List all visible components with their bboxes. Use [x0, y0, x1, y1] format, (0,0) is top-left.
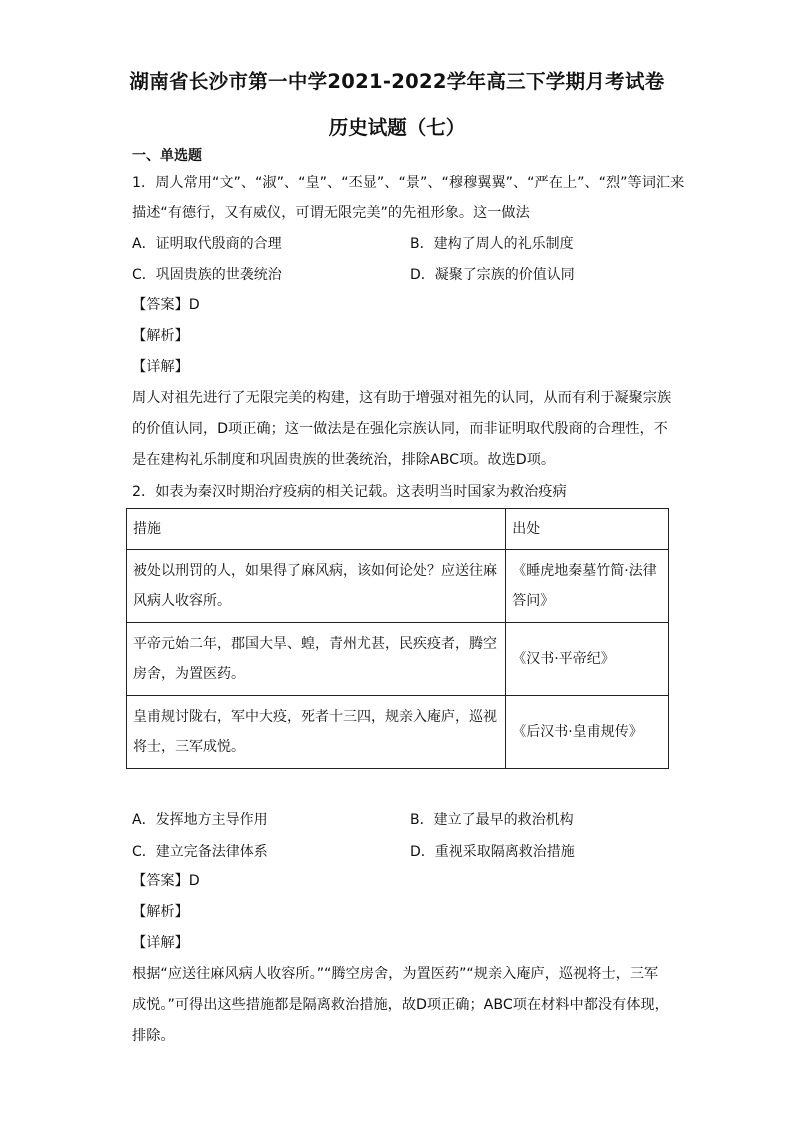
exam-subtitle: 历史试题（七）	[328, 116, 466, 139]
table-cell-measure	[127, 550, 506, 623]
cell-line: 房舍，为置医药。	[133, 666, 245, 682]
table-row	[127, 550, 669, 623]
cell-line: 风病人收容所。	[133, 593, 231, 609]
q2-analysis-label: 【解析】	[132, 904, 189, 920]
section-heading: 一、单选题	[132, 148, 202, 164]
q2-explain-line: 排除。	[132, 1028, 175, 1044]
table-cell-source	[506, 696, 669, 769]
cell-line: 《后汉书·皇甫规传》	[512, 724, 643, 740]
cell-line: 平帝元始二年，郡国大旱、蝗，青州尤甚，民疾疫者，腾空	[133, 636, 497, 652]
q1-option-d: D．凝聚了宗族的价值认同	[410, 267, 575, 283]
q1-option-c: C．巩固贵族的世袭统治	[132, 267, 282, 283]
q1-answer: 【答案】D	[132, 297, 200, 313]
q1-explain-line: 周人对祖先进行了无限完美的构建，这有助于增强对祖先的认同，从而有利于凝聚宗族	[132, 390, 672, 406]
q2-option-c: C．建立完备法律体系	[132, 844, 268, 860]
table-header-source: 出处	[506, 509, 669, 550]
q1-option-a: A．证明取代殷商的合理	[132, 236, 282, 252]
q1-option-b: B．建构了周人的礼乐制度	[410, 236, 574, 252]
cell-line: 被处以刑罚的人，如果得了麻风病，该如何论处？应送往麻	[133, 563, 497, 579]
table-row	[127, 696, 669, 769]
cell-line: 将士，三军成悦。	[133, 739, 245, 755]
table-cell-measure	[127, 696, 506, 769]
q2-answer: 【答案】D	[132, 873, 200, 889]
cell-line: 答问》	[512, 593, 555, 609]
q2-explain-line: 成悦。”可得出这些措施都是隔离救治措施，故D项正确；ABC项在材料中都没有体现，	[132, 997, 669, 1013]
q2-explain-line: 根据“应送往麻风病人收容所。”“腾空房舍，为置医药”“规亲入庵庐，巡视将士，三军	[132, 966, 659, 982]
q2-stem: 2．如表为秦汉时期治疗疫病的相关记载。这表明当时国家为救治疫病	[132, 484, 567, 500]
q1-analysis-label: 【解析】	[132, 328, 189, 344]
table-cell-source	[506, 550, 669, 623]
q1-stem-line: 1．周人常用“文”、“淑”、“皇”、“丕显”、“景”、“穆穆翼翼”、“严在上”、“烈”等词汇来	[132, 175, 685, 191]
table-row	[127, 623, 669, 696]
q2-option-a: A．发挥地方主导作用	[132, 812, 268, 828]
cell-line: 皇甫规讨陇右，军中大疫，死者十三四，规亲入庵庐，巡视	[133, 709, 497, 725]
q1-explain-line: 的价值认同，D项正确；这一做法是在强化宗族认同，而非证明取代殷商的合理性，不	[132, 421, 668, 437]
q1-detail-label: 【详解】	[132, 359, 189, 375]
source-table	[126, 508, 669, 769]
cell-line: 《汉书·平帝纪》	[512, 651, 615, 667]
q2-option-d: D．重视采取隔离救治措施	[410, 844, 575, 860]
table-header-measure: 措施	[127, 509, 506, 550]
cell-line: 《睡虎地秦墓竹简·法律	[512, 563, 657, 579]
table-cell-source	[506, 623, 669, 696]
table-header-row	[127, 509, 669, 550]
q1-stem-line: 描述“有德行，又有威仪，可谓无限完美”的先祖形象。这一做法	[132, 205, 530, 221]
table-cell-measure	[127, 623, 506, 696]
q1-explain-line: 是在建构礼乐制度和巩固贵族的世袭统治，排除ABC项。故选D项。	[132, 452, 556, 468]
q2-option-b: B．建立了最早的救治机构	[410, 812, 574, 828]
exam-title: 湖南省长沙市第一中学2021-2022学年高三下学期月考试卷	[129, 70, 665, 93]
q2-detail-label: 【详解】	[132, 935, 189, 951]
